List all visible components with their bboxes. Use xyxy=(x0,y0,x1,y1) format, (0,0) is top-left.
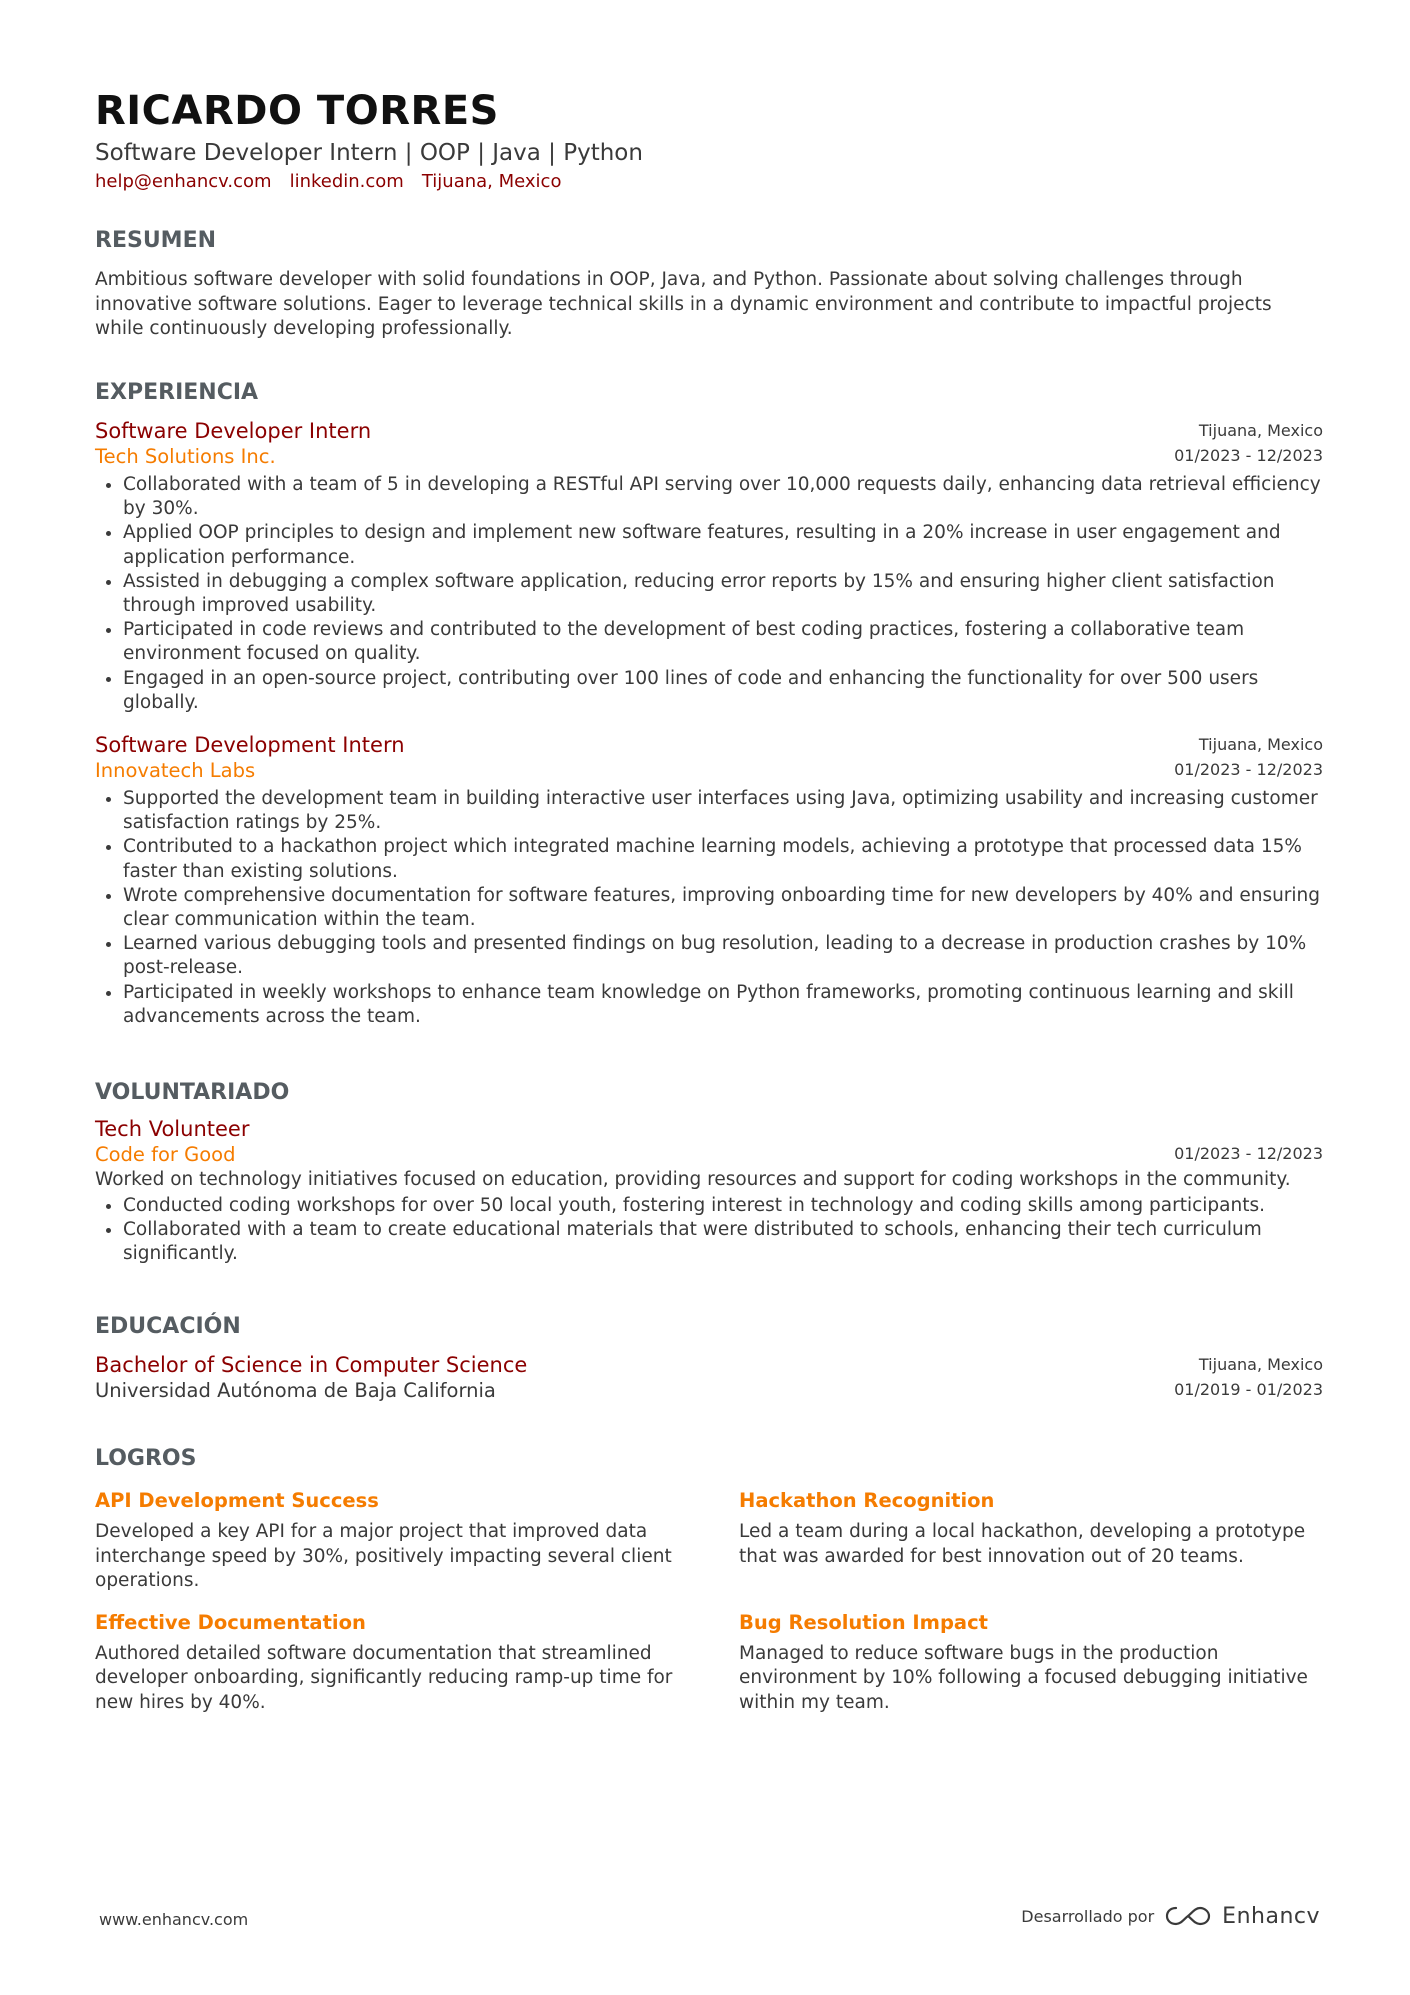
job-bullets xyxy=(95,787,1323,1029)
job-dates: 01/2023 - 12/2023 xyxy=(1174,446,1323,465)
candidate-headline: Software Developer Intern | OOP | Java | Python xyxy=(95,140,643,166)
achievements-section xyxy=(95,1444,1323,1715)
achievement-item xyxy=(95,1610,679,1716)
experience-section xyxy=(95,378,1323,1029)
education-entry xyxy=(95,1352,1323,1403)
education-meta xyxy=(1174,1352,1323,1402)
email-link[interactable]: help@enhancv.com xyxy=(95,171,272,192)
job-meta xyxy=(1174,732,1323,782)
list-item: • Participated in code reviews and contributed to the development of best coding practices, fostering a collaborative team environment focused on quality. xyxy=(123,618,1323,666)
achievement-title: Hackathon Recognition xyxy=(739,1489,995,1512)
footer-website-link[interactable]: www.enhancv.com xyxy=(99,1910,249,1929)
achievement-title: Bug Resolution Impact xyxy=(739,1610,988,1634)
summary-text: Ambitious software developer with solid foundations in OOP, Java, and Python. Passionate about solving challenges through innovative software solutions. Eager to leverage technical skills in a dynamic environment and contribute to impactful projects while continuously developing professionally. xyxy=(95,269,1272,339)
contact-info xyxy=(95,169,1323,195)
volunteer-meta xyxy=(1174,1141,1323,1166)
list-item: • Conducted coding workshops for over 50 local youth, fostering interest in technology and coding skills among participants. xyxy=(123,1194,1323,1218)
list-item: • Contributed to a hackathon project which integrated machine learning models, achieving a prototype that processed data 15% faster than existing solutions. xyxy=(123,835,1323,883)
list-item: • Collaborated with a team to create educational materials that were distributed to schools, enhancing their tech curriculum significantly. xyxy=(123,1218,1323,1266)
job-bullets xyxy=(95,473,1323,715)
education-location: Tijuana, Mexico xyxy=(1198,1355,1323,1374)
achievement-description: Developed a key API for a major project that improved data interchange speed by 30%, positively impacting several client operations. xyxy=(95,1521,672,1591)
company-name: Tech Solutions Inc. xyxy=(95,445,276,468)
job-location: Tijuana, Mexico xyxy=(1198,735,1323,755)
resume-page xyxy=(95,86,1323,1713)
section-title-experience: EXPERIENCIA xyxy=(95,380,259,405)
list-item: • Collaborated with a team of 5 in developing a RESTful API serving over 10,000 requests daily, enhancing data retrieval efficiency by 30%. xyxy=(123,473,1323,521)
achievement-item xyxy=(739,1610,1323,1716)
job-meta xyxy=(1174,418,1323,468)
candidate-name: RICARDO TORRES xyxy=(95,88,499,134)
footer-brand-name: Enhancv xyxy=(1222,1903,1320,1929)
achievement-title: API Development Success xyxy=(95,1489,379,1512)
education-dates: 01/2019 - 01/2023 xyxy=(1174,1380,1323,1399)
achievement-item xyxy=(95,1488,679,1594)
volunteer-description: Worked on technology initiatives focused on education, providing resources and support for coding workshops in the community. xyxy=(95,1169,1291,1190)
volunteer-bullets xyxy=(95,1194,1323,1267)
list-item: • Engaged in an open-source project, contributing over 100 lines of code and enhancing the functionality for over 500 users globally. xyxy=(123,667,1323,715)
job-dates: 01/2023 - 12/2023 xyxy=(1174,760,1323,780)
experience-entry xyxy=(95,418,1323,715)
section-title-volunteering: VOLUNTARIADO xyxy=(95,1080,290,1105)
job-location: Tijuana, Mexico xyxy=(1198,421,1323,440)
volunteer-organization: Code for Good xyxy=(95,1143,236,1166)
achievement-description: Led a team during a local hackathon, developing a prototype that was awarded for best innovation out of 20 teams. xyxy=(739,1521,1306,1567)
section-title-achievements: LOGROS xyxy=(95,1446,197,1471)
volunteer-role: Tech Volunteer xyxy=(95,1117,250,1141)
experience-entry xyxy=(95,732,1323,1029)
location-text: Tijuana, Mexico xyxy=(421,171,562,192)
list-item: • Supported the development team in building interactive user interfaces using Java, optimizing usability and increasing customer satisfaction ratings by 25%. xyxy=(123,787,1323,835)
linkedin-link[interactable]: linkedin.com xyxy=(289,171,404,192)
job-title: Software Development Intern xyxy=(95,733,405,758)
list-item: • Applied OOP principles to design and implement new software features, resulting in a 20% increase in user engagement and application performance. xyxy=(123,521,1323,569)
achievements-grid xyxy=(95,1488,1323,1715)
section-title-summary: RESUMEN xyxy=(95,228,217,253)
volunteer-entry xyxy=(95,1116,1323,1267)
achievement-description: Managed to reduce software bugs in the production environment by 10% following a focused debugging initiative within my team. xyxy=(739,1642,1308,1713)
achievement-item xyxy=(739,1488,1323,1594)
summary-section xyxy=(95,226,1323,342)
list-item: • Participated in weekly workshops to enhance team knowledge on Python frameworks, promoting continuous learning and skill advancements across the team. xyxy=(123,981,1323,1029)
school-name: Universidad Autónoma de Baja California xyxy=(95,1379,496,1402)
footer-branding xyxy=(1021,1903,1320,1929)
degree-title: Bachelor of Science in Computer Science xyxy=(95,1353,528,1377)
job-title: Software Developer Intern xyxy=(95,419,372,443)
company-name: Innovatech Labs xyxy=(95,759,256,783)
list-item: • Learned various debugging tools and presented findings on bug resolution, leading to a decrease in production crashes by 10% post-release. xyxy=(123,932,1323,980)
achievement-description: Authored detailed software documentation that streamlined developer onboarding, significantly reducing ramp-up time for new hires by 40%. xyxy=(95,1642,673,1713)
footer-powered-by: Desarrollado por xyxy=(1021,1906,1155,1926)
resume-header xyxy=(95,86,1323,195)
enhancv-logo-icon xyxy=(1164,1903,1212,1929)
volunteering-section xyxy=(95,1078,1323,1267)
list-item: • Wrote comprehensive documentation for software features, improving onboarding time for new developers by 40% and ensuring clear communication within the team. xyxy=(123,884,1323,932)
education-section xyxy=(95,1312,1323,1403)
volunteer-dates: 01/2023 - 12/2023 xyxy=(1174,1144,1323,1163)
achievement-title: Effective Documentation xyxy=(95,1610,366,1634)
section-title-education: EDUCACIÓN xyxy=(95,1314,241,1339)
list-item: • Assisted in debugging a complex software application, reducing error reports by 15% and ensuring higher client satisfaction through improved usability. xyxy=(123,570,1323,618)
